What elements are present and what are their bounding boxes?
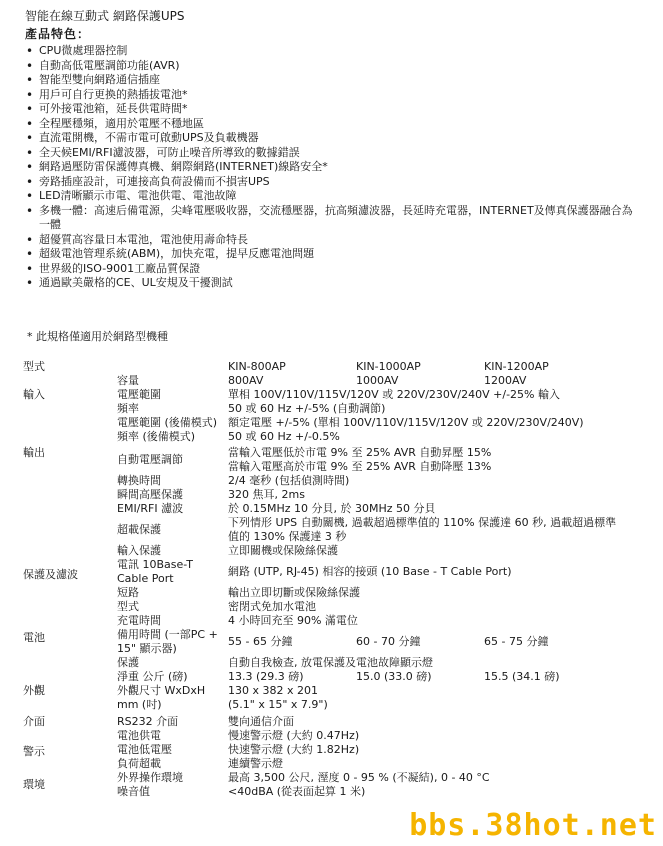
table-row	[23, 771, 638, 785]
features-list	[23, 44, 638, 291]
list-item: • 直流電開機，不需市電可啟動UPS及負載機器	[23, 131, 638, 146]
list-item: • 可外接電池箱，延長供電時間*	[23, 102, 638, 117]
table-row	[23, 416, 638, 430]
spec-value: KIN-1200AP	[484, 360, 549, 373]
spec-label: 短路	[117, 586, 139, 599]
spec-label: 電壓範圍	[117, 388, 161, 401]
spec-value: 網路 (UTP, RJ-45) 相容的接頭 (10 Base - T Cable Port)	[228, 565, 512, 578]
spec-value: 320 焦耳, 2ms	[228, 488, 305, 501]
spec-label: 瞬間高壓保護	[117, 488, 183, 501]
spec-value: 13.3 (29.3 磅)	[228, 670, 304, 683]
spec-value: 下列情形 UPS 自動關機, 過載超過標準值的 110% 保護達 60 秒, 過載超過標準值的 130% 保護達 3 秒	[228, 516, 617, 543]
spec-value: 60 - 70 分鐘	[356, 635, 421, 648]
table-row	[23, 684, 638, 712]
spec-label: 電訊 10Base-T Cable Port	[117, 558, 193, 585]
spec-label: 電池供電	[117, 729, 161, 742]
spec-label: 頻率 (後備模式)	[117, 430, 196, 443]
spec-label: 負荷超載	[117, 757, 161, 770]
list-item: • 全程壓穩頻，適用於電壓不穩地區	[23, 117, 638, 132]
table-row	[23, 757, 638, 771]
list-item: • CPU微處理器控制	[23, 44, 638, 59]
spec-value: (5.1" x 15" x 7.9")	[228, 698, 328, 711]
table-row	[23, 743, 638, 757]
table-row	[23, 374, 638, 388]
spec-category: 型式	[23, 360, 45, 373]
spec-category: 外觀	[23, 684, 45, 697]
spec-value: 自動自我檢查, 放電保護及電池故障顯示燈	[228, 656, 433, 669]
spec-value: 連續警示燈	[228, 757, 283, 770]
table-row	[23, 488, 638, 502]
spec-value: 最高 3,500 公尺, 溼度 0 - 95 % (不凝結), 0 - 40 °C	[228, 771, 490, 784]
list-item: • 網路過壓防雷保護傳真機、網際網路(INTERNET)線路安全*	[23, 160, 638, 175]
table-row	[23, 430, 638, 444]
table-row	[23, 715, 638, 729]
list-item: • 超級電池管理系統(ABM)，加快充電，提早反應電池問題	[23, 247, 638, 262]
spec-label: 備用時間 (一部PC + 15" 顯示器)	[117, 628, 218, 655]
spec-label: 頻率	[117, 402, 139, 415]
spec-category: 保護及濾波	[23, 568, 78, 581]
spec-label: 淨重 公斤 (磅)	[117, 670, 188, 683]
table-row	[23, 502, 638, 516]
table-row	[23, 729, 638, 743]
table-row	[23, 600, 638, 614]
spec-value: 慢速警示燈 (大約 0.47Hz)	[228, 729, 360, 742]
spec-value: 於 0.15MHz 10 分貝, 於 30MHz 50 分貝	[228, 502, 436, 515]
spec-value: 65 - 75 分鐘	[484, 635, 549, 648]
spec-label: 型式	[117, 600, 139, 613]
table-row	[23, 516, 638, 544]
spec-label: 電壓範圍 (後備模式)	[117, 416, 218, 429]
list-item: • 通過歐美嚴格的CE、UL安規及干擾測試	[23, 276, 638, 291]
spec-value: 當輸入電壓低於市電 9% 至 25% AVR 自動昇壓 15%	[228, 446, 492, 459]
spec-label: 自動電壓調節	[117, 453, 183, 466]
table-row	[23, 558, 638, 586]
spec-label: 保護	[117, 656, 139, 669]
list-item: • 用戶可自行更換的熱插拔電池*	[23, 88, 638, 103]
spec-value: 當輸入電壓高於市電 9% 至 25% AVR 自動降壓 13%	[228, 460, 492, 473]
watermark-logo: bbs.38hot.net	[409, 808, 657, 843]
spec-value: KIN-1000AP	[356, 360, 421, 373]
spec-label: 充電時間	[117, 614, 161, 627]
table-row	[23, 670, 638, 684]
list-item: • 超優質高容量日本電池，電池使用壽命特長	[23, 233, 638, 248]
footnote: * 此規格僅適用於網路型機種	[27, 330, 168, 343]
spec-category: 介面	[23, 715, 45, 728]
spec-value: KIN-800AP	[228, 360, 286, 373]
spec-value: 密閉式免加水電池	[228, 600, 316, 613]
spec-label: 轉換時間	[117, 474, 161, 487]
spec-value: 快速警示燈 (大約 1.82Hz)	[228, 743, 360, 756]
spec-label: 外界操作環境	[117, 771, 183, 784]
spec-category: 電池	[23, 631, 45, 644]
spec-value: 立即關機或保險絲保護	[228, 544, 338, 557]
spec-category: 環境	[23, 778, 45, 791]
spec-value: 800AV	[228, 374, 264, 387]
table-row	[23, 614, 638, 628]
spec-label: 超載保護	[117, 523, 161, 536]
table-row	[23, 402, 638, 416]
features-heading: 產品特色：	[25, 27, 91, 41]
table-row	[23, 544, 638, 558]
spec-label: EMI/RFI 濾波	[117, 502, 184, 515]
list-item: • LED清晰顯示市電、電池供電、電池故障	[23, 189, 638, 204]
spec-value: 1200AV	[484, 374, 527, 387]
spec-category: 警示	[23, 745, 45, 758]
spec-value: 15.5 (34.1 磅)	[484, 670, 560, 683]
spec-value: <40dBA (從表面起算 1 米)	[228, 785, 366, 798]
spec-value: 15.0 (33.0 磅)	[356, 670, 432, 683]
spec-value: 55 - 65 分鐘	[228, 635, 293, 648]
spec-label: RS232 介面	[117, 715, 179, 728]
table-row	[23, 656, 638, 670]
list-item: • 全天候EMI/RFI濾波器，可防止噪音所導致的數據錯誤	[23, 146, 638, 161]
spec-category: 輸入	[23, 388, 45, 401]
list-item: • 世界級的ISO-9001工廠品質保證	[23, 262, 638, 277]
spec-value: 50 或 60 Hz +/-5% (自動調節)	[228, 402, 386, 415]
spec-category: 輸出	[23, 446, 45, 459]
table-row	[23, 446, 638, 474]
list-item: • 智能型雙向網路通信插座	[23, 73, 638, 88]
list-item: • 自動高低電壓調節功能(AVR)	[23, 59, 638, 74]
spec-value: 雙向通信介面	[228, 715, 294, 728]
spec-label: 輸入保護	[117, 544, 161, 557]
spec-table	[23, 360, 638, 799]
table-row	[23, 360, 638, 374]
spec-value: 50 或 60 Hz +/-0.5%	[228, 430, 340, 443]
spec-value: 額定電壓 +/-5% (單相 100V/110V/115V/120V 或 220V/230V/240V)	[228, 416, 584, 429]
table-row	[23, 586, 638, 600]
list-item: • 旁路插座設計，可連接高負荷設備而不損害UPS	[23, 175, 638, 190]
table-row	[23, 628, 638, 656]
spec-label: 噪音值	[117, 785, 150, 798]
table-row	[23, 474, 638, 488]
page-title: 智能在線互動式 網路保護UPS	[25, 9, 185, 23]
spec-value: 單相 100V/110V/115V/120V 或 220V/230V/240V +/-25% 輸入	[228, 388, 560, 401]
spec-value: 130 x 382 x 201	[228, 684, 318, 697]
list-item: • 多機一體：高速后備電源，尖峰電壓吸收器，交流穩壓器，抗高頻濾波器，長延時充電器，INTERNET及傳真保護器融合為一體	[23, 204, 638, 233]
spec-label: 容量	[117, 374, 139, 387]
spec-value: 4 小時回充至 90% 滿電位	[228, 614, 358, 627]
table-row	[23, 388, 638, 402]
spec-value: 1000AV	[356, 374, 399, 387]
spec-value: 輸出立即切斷或保險絲保護	[228, 586, 360, 599]
spec-label: 外觀尺寸 WxDxH mm (吋)	[117, 684, 206, 711]
spec-value: 2/4 毫秒 (包括偵測時間)	[228, 474, 350, 487]
spec-label: 電池低電壓	[117, 743, 172, 756]
table-row	[23, 785, 638, 799]
